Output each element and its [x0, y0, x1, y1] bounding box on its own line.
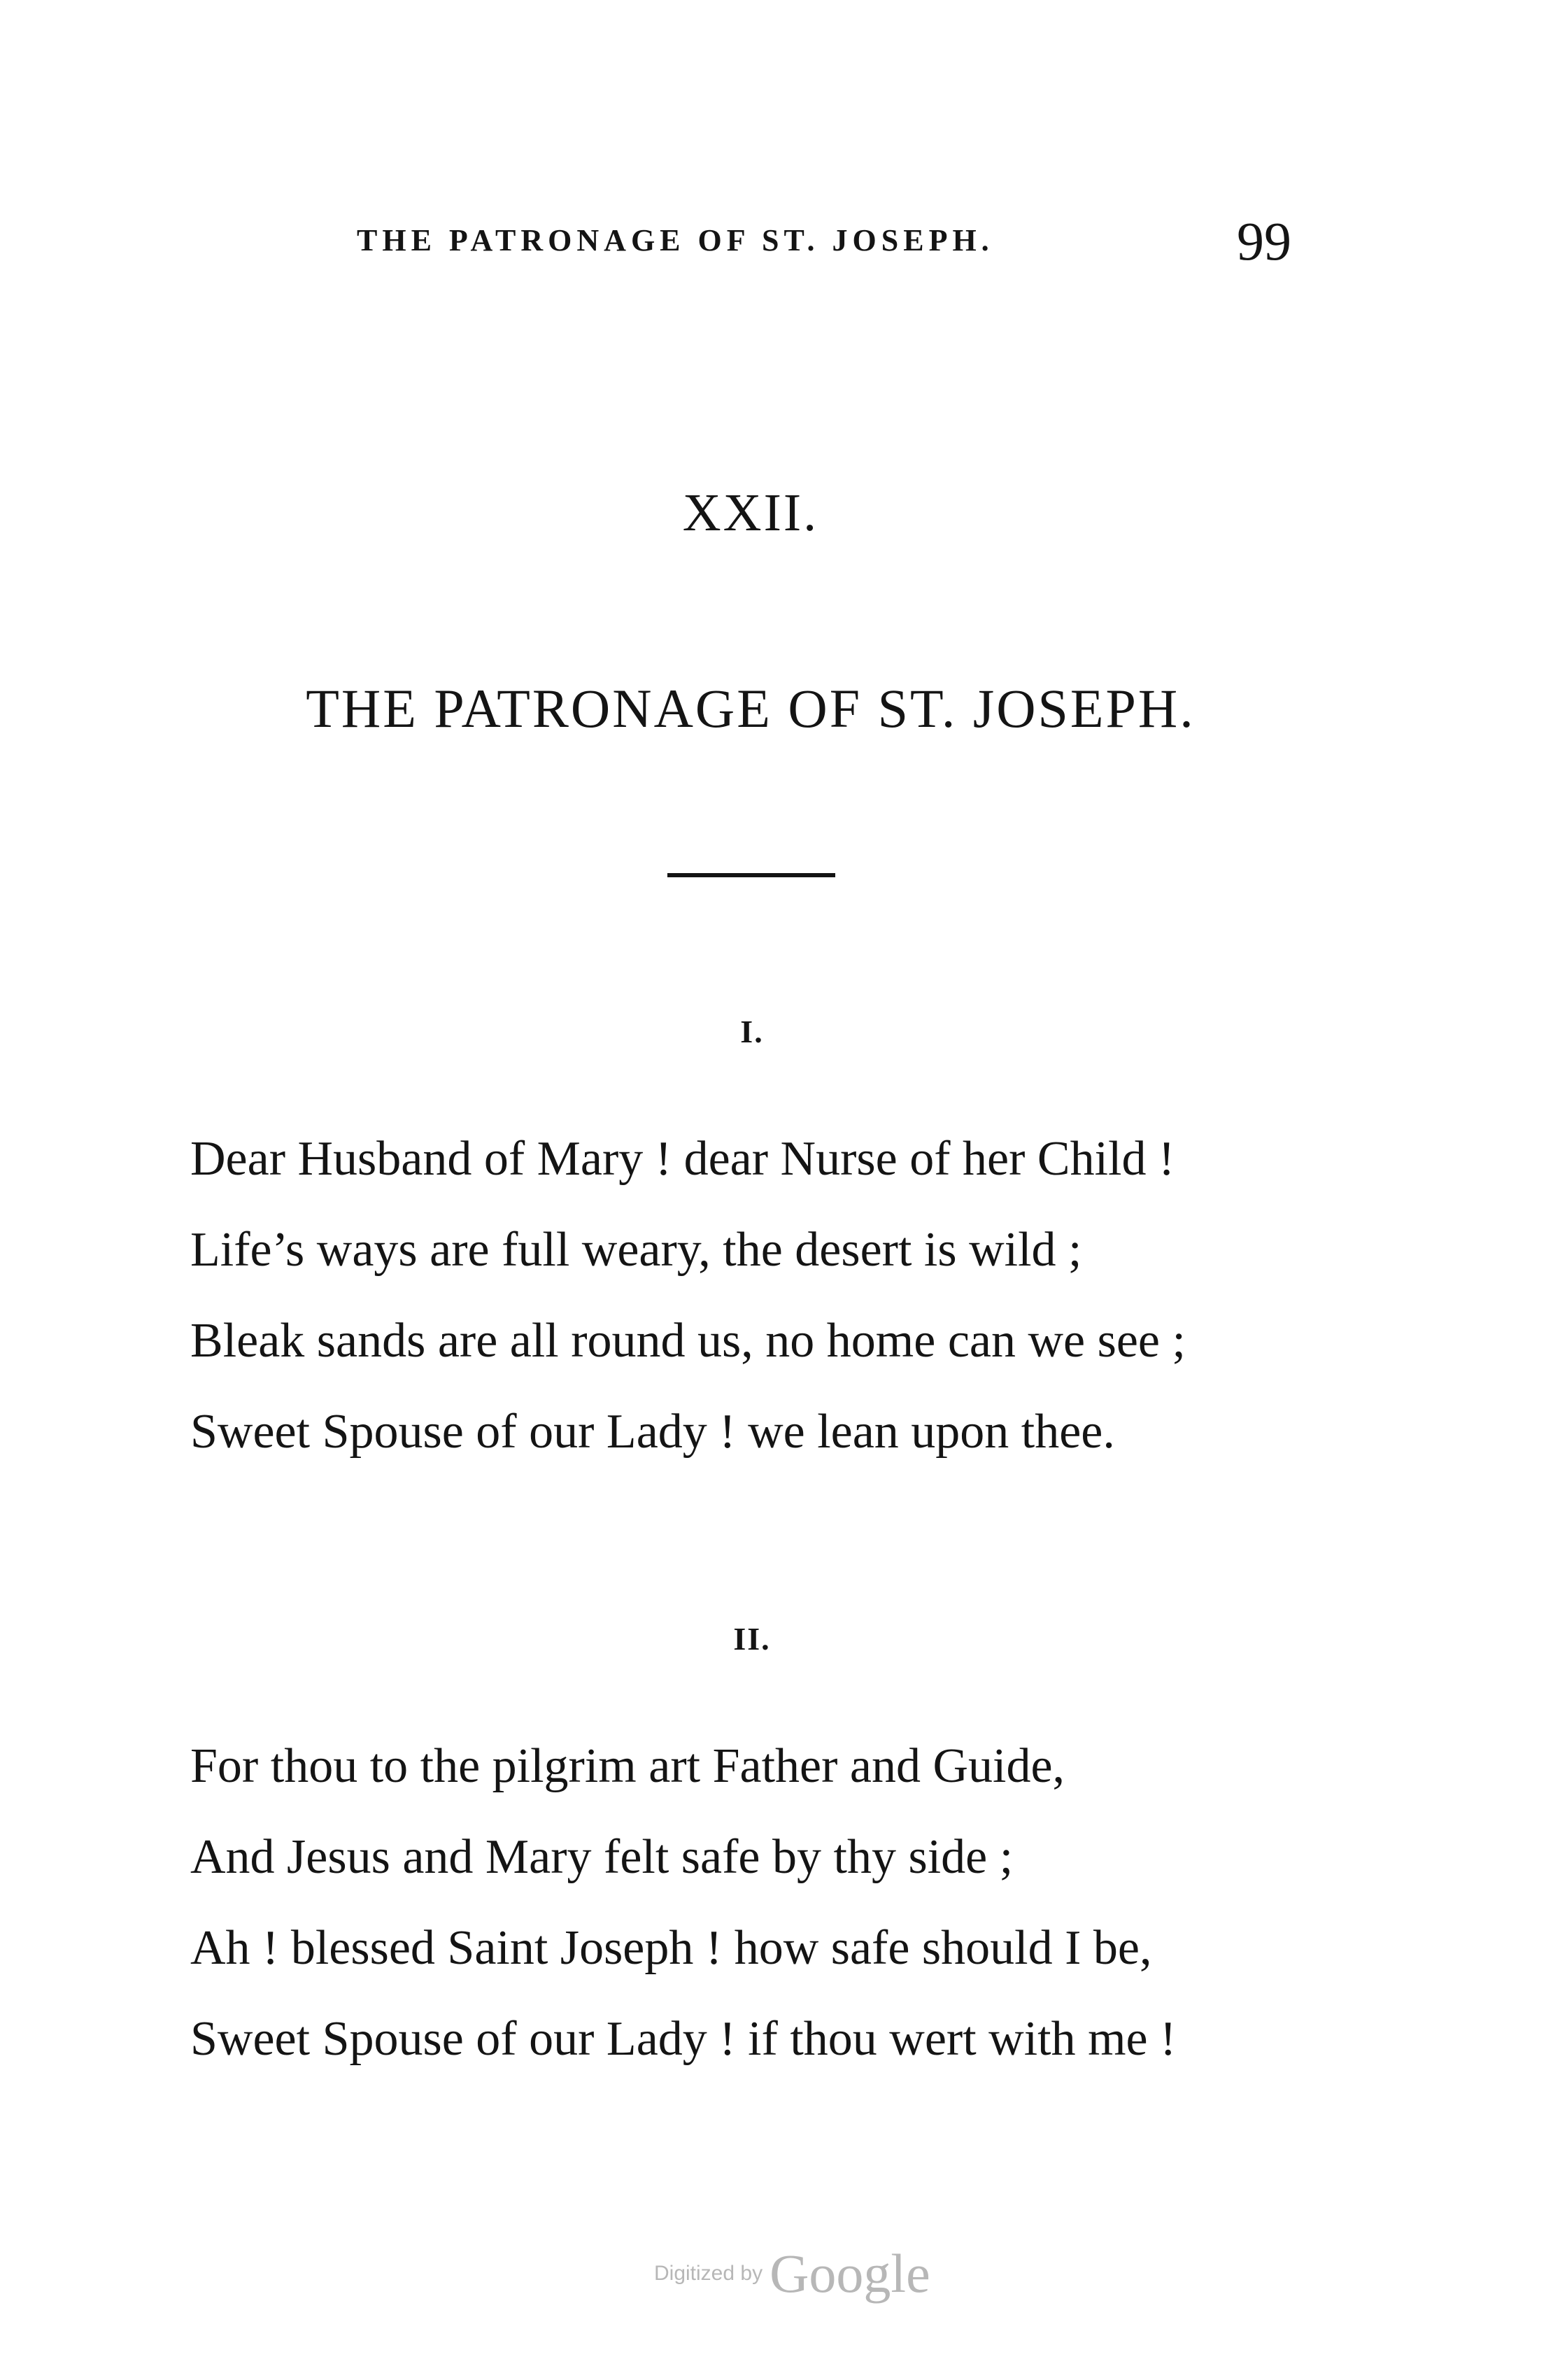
stanza-number-1: I.: [740, 1014, 764, 1049]
stanza-2: [190, 1721, 1176, 2085]
watermark-brand: Google: [770, 2243, 930, 2304]
verse-line: Dear Husband of Mary ! dear Nurse of her Child !: [190, 1132, 1175, 1186]
digitized-watermark: [654, 2242, 930, 2305]
page-number: 99: [1237, 211, 1291, 271]
verse-line: Sweet Spouse of our Lady ! we lean upon thee.: [190, 1405, 1115, 1459]
stanza-number-2: II.: [733, 1621, 771, 1657]
watermark-prefix: Digitized by: [654, 2262, 763, 2285]
verse-line: Ah ! blessed Saint Joseph ! how safe should I be,: [190, 1921, 1152, 1975]
verse-line: For thou to the pilgrim art Father and Guide,: [190, 1739, 1065, 1793]
chapter-title: THE PATRONAGE OF ST. JOSEPH.: [306, 678, 1196, 739]
verse-line: Bleak sands are all round us, no home can we see ;: [190, 1314, 1186, 1368]
verse-line: Sweet Spouse of our Lady ! if thou wert with me !: [190, 2012, 1177, 2066]
section-divider: [667, 873, 835, 877]
running-header: THE PATRONAGE OF ST. JOSEPH.: [357, 223, 994, 257]
verse-line: And Jesus and Mary felt safe by thy side ;: [190, 1830, 1014, 1884]
verse-line: Life’s ways are full weary, the desert is wild ;: [190, 1223, 1082, 1277]
stanza-1: [190, 1114, 1186, 1478]
chapter-number: XXII.: [682, 483, 819, 542]
